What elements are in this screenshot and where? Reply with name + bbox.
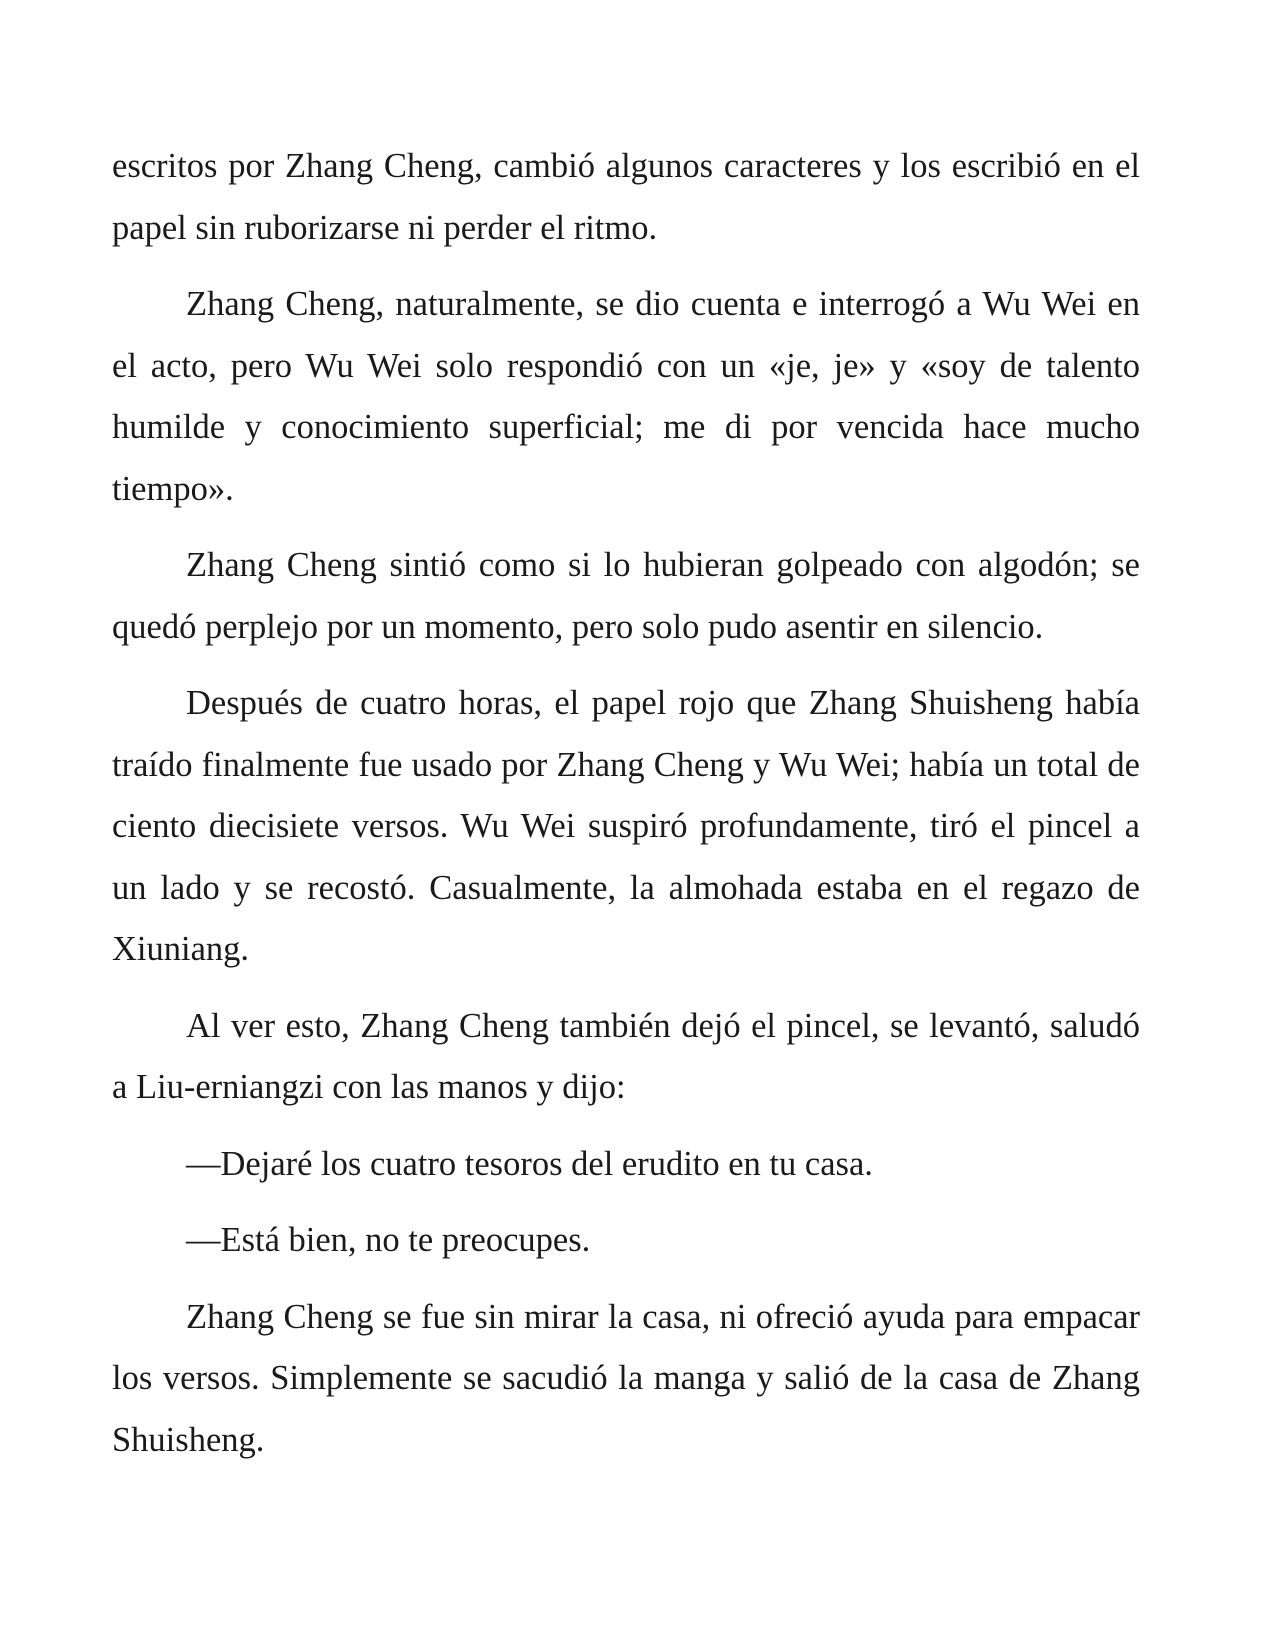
paragraph-continuation: escritos por Zhang Cheng, cambió algunos caracteres y los escribió en el papel sin ruborizarse ni perder el ritmo. (112, 147, 1140, 247)
dialogue-line: —Está bien, no te preocupes. (186, 1221, 591, 1259)
paragraph: Al ver esto, Zhang Cheng también dejó el pincel, se levantó, saludó a Liu-erniangzi con las manos y dijo: (112, 1006, 1140, 1106)
paragraph: Después de cuatro horas, el papel rojo que Zhang Shuisheng había traído finalmente fue usado por Zhang Cheng y Wu Wei; había un total de ciento diecisiete versos. Wu Wei suspiró profundamente, tiró el pincel a un lado y se recostó. Casualmente, la almohada estaba en el regazo de Xiuniang. (112, 684, 1140, 968)
body-text (112, 136, 1140, 1486)
dialogue-line: —Dejaré los cuatro tesoros del erudito en tu casa. (186, 1144, 873, 1183)
paragraph: Zhang Cheng sintió como si lo hubieran golpeado con algodón; se quedó perplejo por un momento, pero solo pudo asentir en silencio. (112, 546, 1140, 646)
paragraph: Zhang Cheng, naturalmente, se dio cuenta e interrogó a Wu Wei en el acto, pero Wu Wei solo respondió con un «je, je» y «soy de talento humilde y conocimiento superficial; me di por vencida hace mucho tiempo». (112, 285, 1140, 508)
paragraph: Zhang Cheng se fue sin mirar la casa, ni ofreció ayuda para empacar los versos. Simplemente se sacudió la manga y salió de la casa de Zhang Shuisheng. (112, 1297, 1140, 1459)
